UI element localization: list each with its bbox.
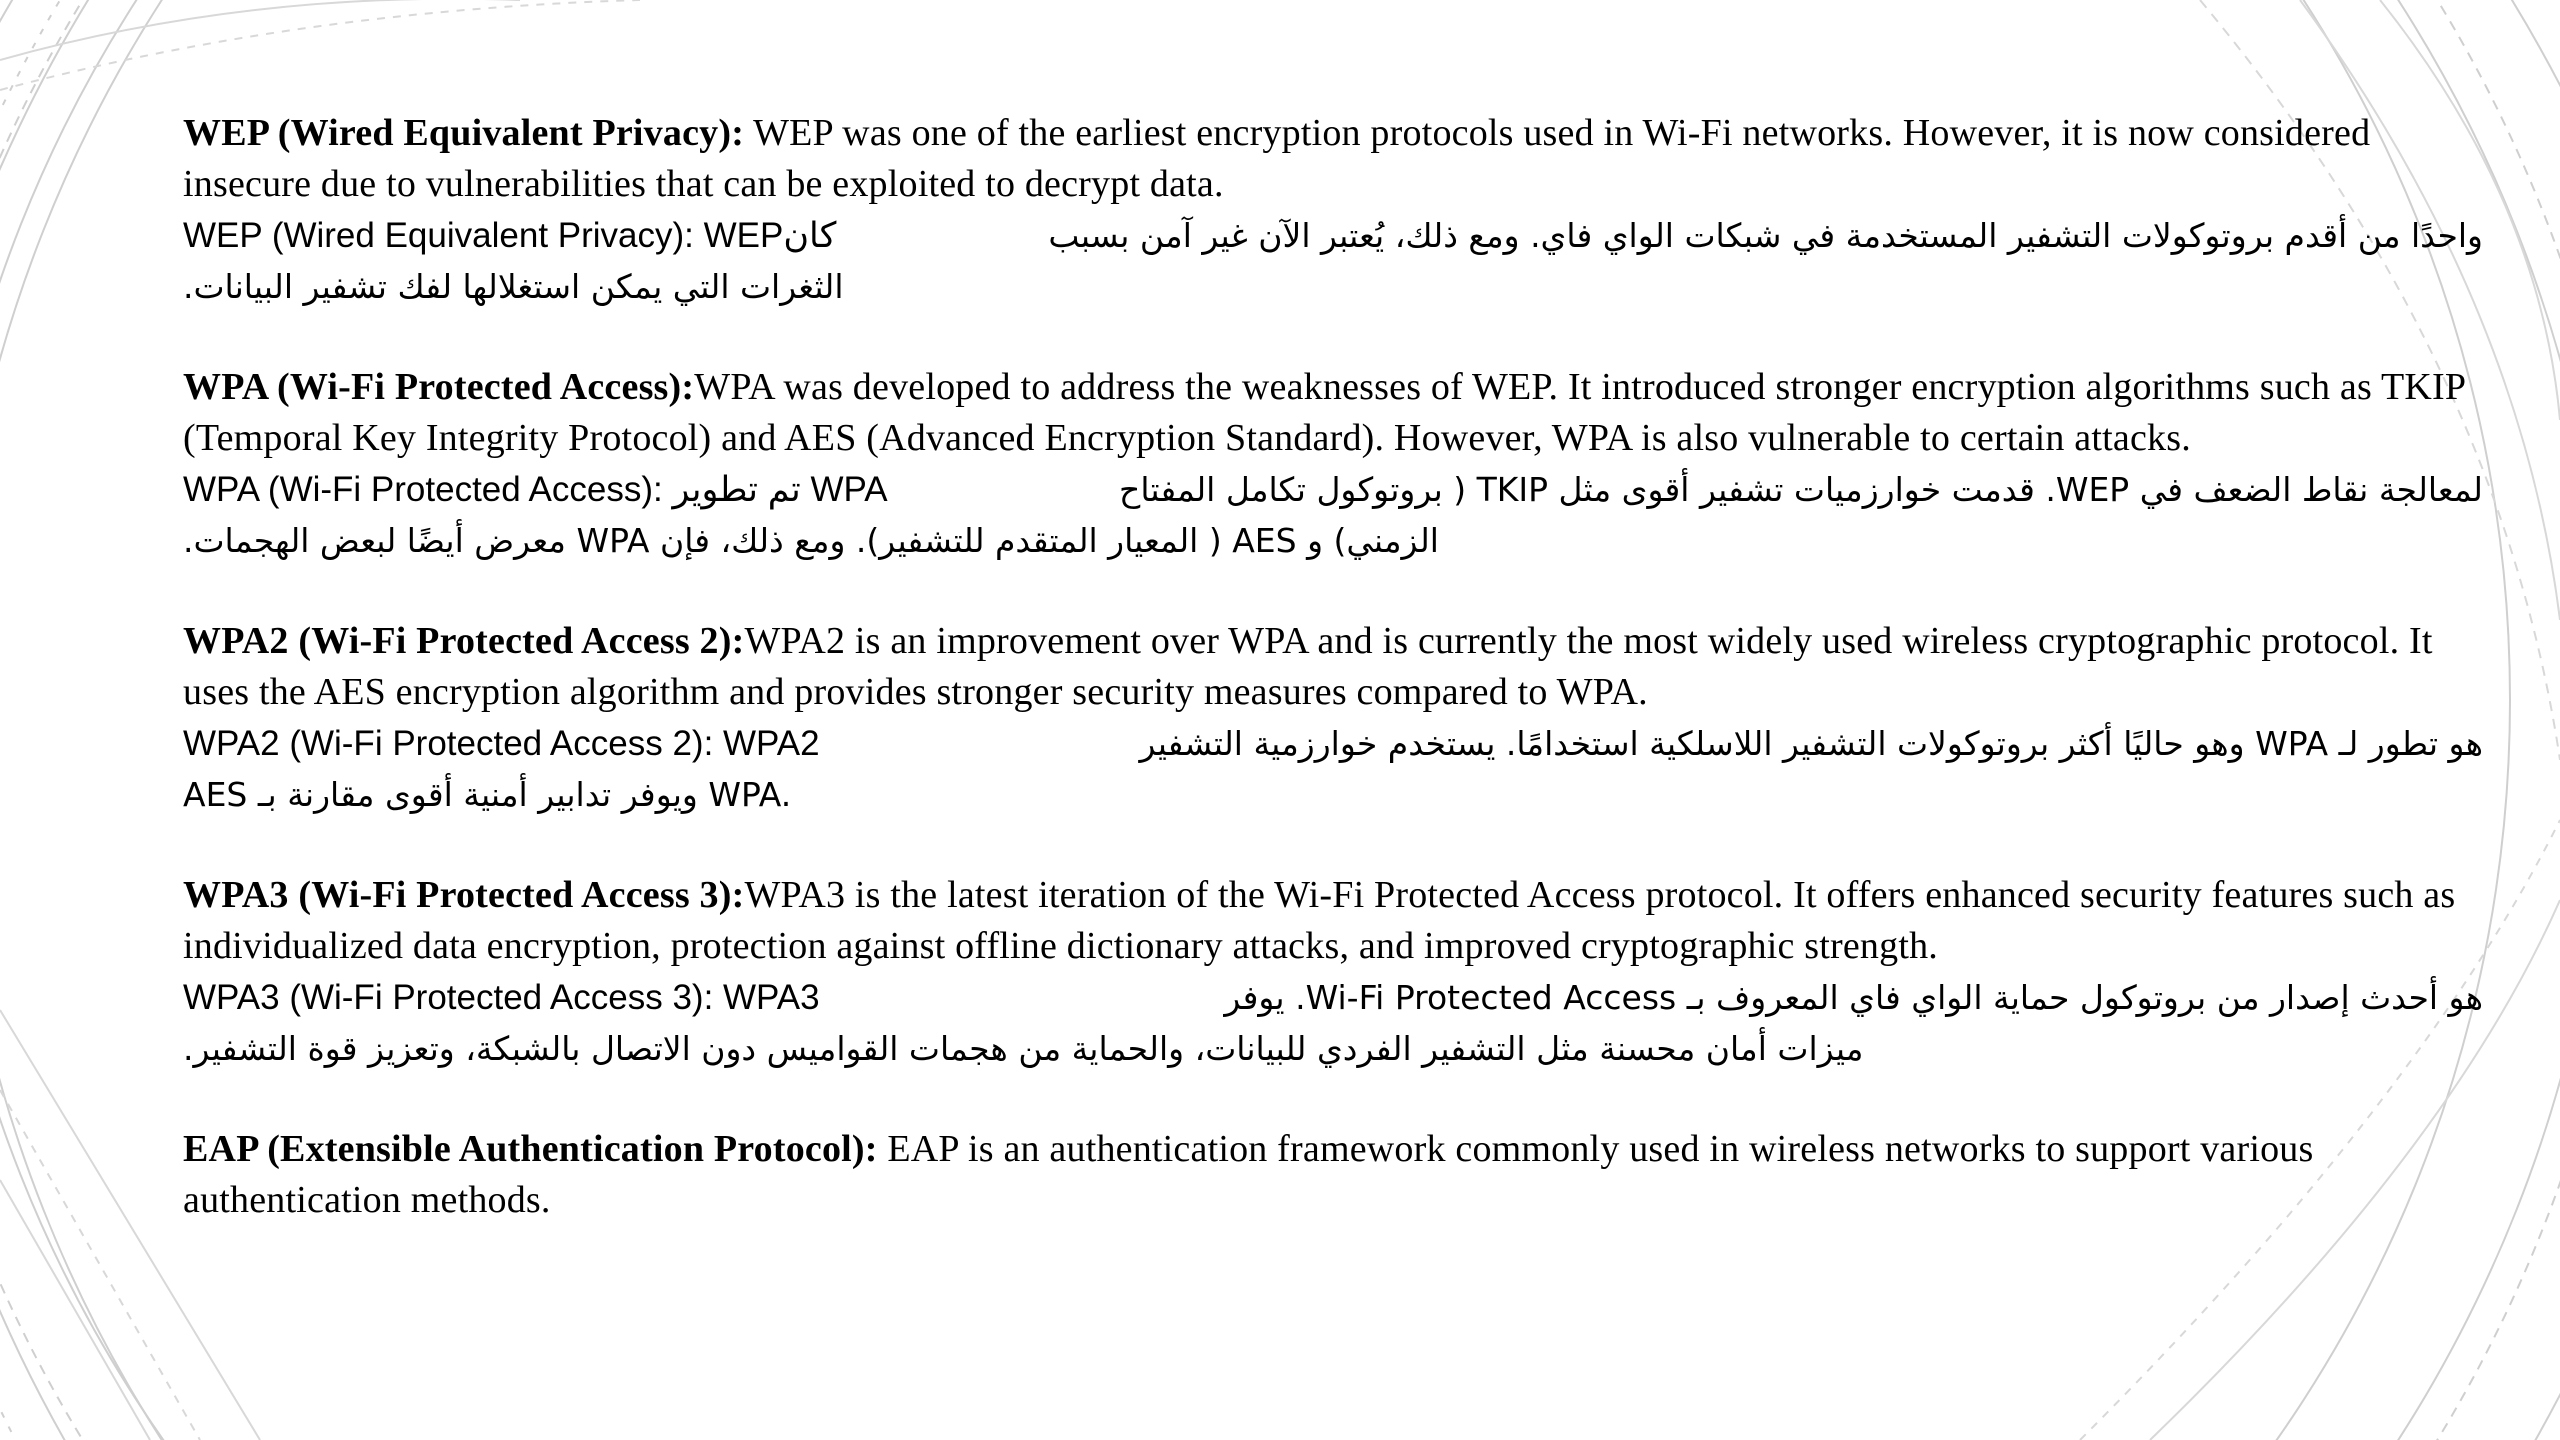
arabic-line [183,261,2483,312]
english-text: WEP was one of the earliest encryption protocols used in Wi-Fi networks. However, it is now considered insecure due to vulnerabilities that can be exploited to decrypt data. [183,112,2371,205]
english-text: EAP is an authentication framework commonly used in wireless networks to support various authentication methods. [183,1128,2314,1221]
arabic-line-start: WPA (Wi-Fi Protected Access): تم تطوير WPA [183,470,888,509]
english-text: WPA was developed to address the weaknesses of WEP. It introduced stronger encryption algorithms such as TKIP (Temporal Key Integrity Protocol) and AES (Advanced Encryption Standard). However, WPA is also vulnerable to certain attacks. [183,366,2465,459]
english-text: WPA2 is an improvement over WPA and is currently the most widely used wireless cryptographic protocol. It uses the AES encryption algorithm and provides stronger security measures compared to WPA. [183,620,2433,713]
section-wpa2 [183,616,2483,820]
arabic-line-start: WPA2 (Wi-Fi Protected Access 2): WPA2 [183,724,820,763]
arabic-paragraph [183,464,2483,566]
arabic-line-start: WEP (Wired Equivalent Privacy): WEPكان [183,216,837,255]
arabic-line [183,464,2483,515]
arabic-line-text: الزمني) و AES ( المعيار المتقدم للتشفير). ومع ذلك، فإن WPA معرض أيضًا لبعض الهجمات. [183,521,1439,560]
arabic-line-text: AES ويوفر تدابير أمنية أقوى مقارنة بـ WPA. [183,775,792,814]
arabic-line-start: WPA3 (Wi-Fi Protected Access 3): WPA3 [183,978,820,1017]
arabic-line [183,515,2483,566]
arabic-paragraph [183,210,2483,312]
arabic-line [183,1023,2483,1074]
english-text: WPA3 is the latest iteration of the Wi-Fi Protected Access protocol. It offers enhanced security features such as individualized data encryption, protection against offline dictionary attacks, and improved cryptographic strength. [183,874,2456,967]
term-heading: WPA2 (Wi-Fi Protected Access 2): [183,620,745,662]
term-heading: WPA (Wi-Fi Protected Access): [183,366,695,408]
arabic-line-text: ميزات أمان محسنة مثل التشفير الفردي للبيانات، والحماية من هجمات القواميس دون الاتصال بالشبكة، وتعزيز قوة التشفير. [183,1029,1864,1068]
english-paragraph [183,870,2483,972]
arabic-paragraph [183,972,2483,1074]
term-heading: WPA3 (Wi-Fi Protected Access 3): [183,874,745,916]
arabic-line-text: الثغرات التي يمكن استغلالها لفك تشفير البيانات. [183,267,844,306]
arabic-line-end: لمعالجة نقاط الضعف في WEP. قدمت خوارزميات تشفير أقوى مثل TKIP ( بروتوكول تكامل المفتاح [1119,470,2483,509]
term-heading: EAP (Extensible Authentication Protocol): [183,1128,878,1170]
english-paragraph [183,108,2483,210]
section-wpa [183,362,2483,566]
english-paragraph [183,1124,2483,1226]
section-wpa3 [183,870,2483,1074]
content-body [183,108,2483,1276]
english-paragraph [183,616,2483,718]
section-wep [183,108,2483,312]
english-paragraph [183,362,2483,464]
arabic-line-end: واحدًا من أقدم بروتوكولات التشفير المستخدمة في شبكات الواي فاي. ومع ذلك، يُعتبر الآن غير آمن بسبب [1048,216,2483,255]
arabic-line-end: هو تطور لـ WPA وهو حاليًا أكثر بروتوكولات التشفير اللاسلكية استخدامًا. يستخدم خوارزمية التشفير [1139,724,2483,763]
term-heading: WEP (Wired Equivalent Privacy): [183,112,745,154]
section-eap [183,1124,2483,1226]
arabic-line [183,972,2483,1023]
arabic-line [183,210,2483,261]
arabic-line-end: هو أحدث إصدار من بروتوكول حماية الواي فاي المعروف بـ Wi-Fi Protected Access. يوفر [1224,978,2483,1017]
arabic-line [183,769,2483,820]
arabic-line [183,718,2483,769]
arabic-paragraph [183,718,2483,820]
